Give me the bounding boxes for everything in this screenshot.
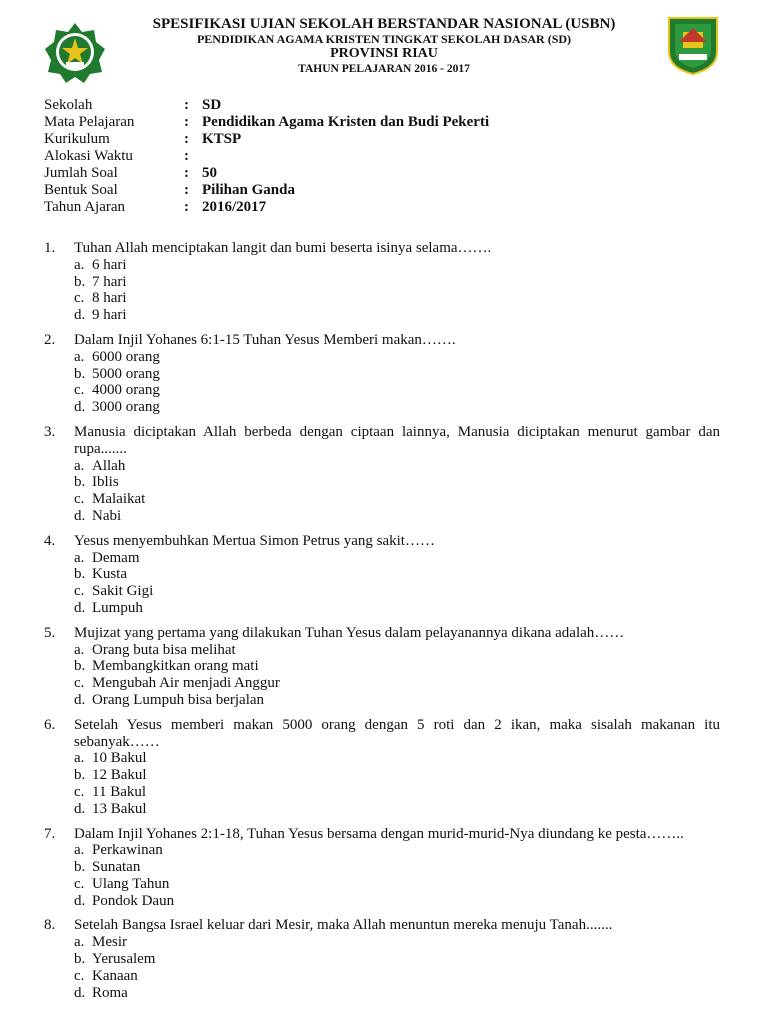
option-text: 4000 orang xyxy=(92,382,160,399)
question-text: Yesus menyembuhkan Mertua Simon Petrus yang sakit…… xyxy=(74,532,435,549)
question-number: 4. xyxy=(44,532,56,549)
option-text: Demam xyxy=(92,549,140,566)
option-letter: a. xyxy=(74,750,85,767)
answer-options xyxy=(44,750,720,817)
answer-option xyxy=(74,274,720,291)
option-text: 6000 orang xyxy=(92,348,160,365)
option-letter: b. xyxy=(74,474,86,491)
question-number: 5. xyxy=(44,624,56,641)
question-stem xyxy=(44,625,720,642)
info-row-question-type: Bentuk Soal : Pilihan Ganda xyxy=(44,182,295,198)
answer-option xyxy=(74,750,720,767)
answer-option xyxy=(74,951,720,968)
option-text: 12 Bakul xyxy=(92,767,147,784)
answer-option xyxy=(74,366,720,383)
academic-year: TAHUN PELAJARAN 2016 - 2017 xyxy=(298,63,470,75)
option-letter: a. xyxy=(74,348,85,365)
answer-option xyxy=(74,876,720,893)
answer-option xyxy=(74,934,720,951)
answer-options xyxy=(44,257,720,324)
document-title: SPESIFIKASI UJIAN SEKOLAH BERSTANDAR NASIONAL (USBN) xyxy=(152,16,616,32)
answer-option xyxy=(74,658,720,675)
answer-option xyxy=(74,600,720,617)
question-item xyxy=(44,717,720,818)
answer-option xyxy=(74,474,720,491)
answer-options xyxy=(44,349,720,416)
info-row-academic-year: Tahun Ajaran : 2016/2017 xyxy=(44,199,267,215)
question-item xyxy=(44,533,720,617)
exam-info xyxy=(44,97,489,216)
option-text: Roma xyxy=(92,984,128,1001)
question-number: 6. xyxy=(44,716,56,733)
option-letter: d. xyxy=(74,892,86,909)
option-text: 9 hari xyxy=(92,307,127,324)
answer-option xyxy=(74,784,720,801)
question-stem xyxy=(44,332,720,349)
question-stem xyxy=(44,917,720,934)
option-letter: a. xyxy=(74,934,85,951)
answer-option xyxy=(74,566,720,583)
option-letter: d. xyxy=(74,800,86,817)
answer-option xyxy=(74,859,720,876)
option-text: Kanaan xyxy=(92,967,138,984)
option-text: Malaikat xyxy=(92,491,146,508)
answer-option xyxy=(74,290,720,307)
option-letter: b. xyxy=(74,951,86,968)
answer-option xyxy=(74,307,720,324)
option-letter: d. xyxy=(74,984,86,1001)
option-text: Nabi xyxy=(92,507,122,524)
answer-option xyxy=(74,508,720,525)
option-text: 10 Bakul xyxy=(92,750,147,767)
info-row-question-count: Jumlah Soal : 50 xyxy=(44,165,217,181)
document-subtitle: PENDIDIKAN AGAMA KRISTEN TINGKAT SEKOLAH DASAR (SD) xyxy=(196,32,572,46)
option-letter: d. xyxy=(74,399,86,416)
option-letter: c. xyxy=(74,967,85,984)
question-item xyxy=(44,332,720,416)
question-text: Tuhan Allah menciptakan langit dan bumi beserta isinya selama……. xyxy=(74,240,492,256)
answer-option xyxy=(74,583,720,600)
option-letter: b. xyxy=(74,273,86,290)
option-letter: c. xyxy=(74,783,85,800)
answer-option xyxy=(74,692,720,709)
answer-option xyxy=(74,801,720,818)
answer-options xyxy=(44,642,720,709)
option-letter: a. xyxy=(74,457,85,474)
question-number: 8. xyxy=(44,917,56,934)
answer-options xyxy=(44,842,720,909)
document-titles xyxy=(130,16,638,76)
option-letter: d. xyxy=(74,507,86,524)
option-text: Sakit Gigi xyxy=(92,583,154,600)
answer-options xyxy=(44,458,720,525)
question-list xyxy=(44,240,720,1009)
option-letter: c. xyxy=(74,290,85,307)
option-letter: a. xyxy=(74,549,85,566)
option-text: 3000 orang xyxy=(92,399,160,416)
option-letter: d. xyxy=(74,691,86,708)
option-letter: c. xyxy=(74,491,85,508)
question-number: 3. xyxy=(44,423,56,440)
option-text: 8 hari xyxy=(92,290,127,307)
document-header xyxy=(0,0,768,84)
option-text: Pondok Daun xyxy=(92,892,175,909)
option-letter: b. xyxy=(74,658,86,675)
option-text: Orang buta bisa melihat xyxy=(92,641,236,658)
answer-option xyxy=(74,399,720,416)
question-stem xyxy=(44,240,720,257)
riau-province-shield-icon xyxy=(667,16,719,76)
question-text: Setelah Yesus memberi makan 5000 orang dengan 5 roti dan 2 ikan, maka sisalah makanan itu sebanyak…… xyxy=(74,716,720,750)
question-text: Dalam Injil Yohanes 6:1-15 Tuhan Yesus Memberi makan……. xyxy=(74,331,456,348)
option-text: Membangkitkan orang mati xyxy=(92,658,259,675)
option-letter: a. xyxy=(74,842,85,859)
option-letter: b. xyxy=(74,767,86,784)
question-stem xyxy=(44,424,720,458)
answer-option xyxy=(74,842,720,859)
info-row-subject: Mata Pelajaran : Pendidikan Agama Kristen dan Budi Pekerti xyxy=(44,114,490,130)
option-letter: a. xyxy=(74,641,85,658)
info-row-school: Sekolah : SD xyxy=(44,97,222,113)
question-stem xyxy=(44,826,720,843)
answer-option xyxy=(74,491,720,508)
option-letter: c. xyxy=(74,382,85,399)
question-stem xyxy=(44,717,720,751)
answer-option xyxy=(74,257,720,274)
option-text: Mesir xyxy=(92,934,127,951)
question-number: 1. xyxy=(44,240,56,256)
question-text: Setelah Bangsa Israel keluar dari Mesir, maka Allah menuntun mereka menuju Tanah....... xyxy=(74,917,613,934)
option-letter: c. xyxy=(74,875,85,892)
option-text: 6 hari xyxy=(92,256,127,273)
option-text: Kusta xyxy=(92,566,127,583)
option-letter: d. xyxy=(74,599,86,616)
option-letter: c. xyxy=(74,675,85,692)
answer-option xyxy=(74,968,720,985)
option-letter: d. xyxy=(74,307,86,324)
question-number: 7. xyxy=(44,825,56,842)
info-row-curriculum: Kurikulum : KTSP xyxy=(44,131,242,147)
answer-option xyxy=(74,767,720,784)
answer-option xyxy=(74,458,720,475)
option-text: Mengubah Air menjadi Anggur xyxy=(92,675,280,692)
question-item xyxy=(44,625,720,709)
question-text: Dalam Injil Yohanes 2:1-18, Tuhan Yesus bersama dengan murid-murid-Nya diundang ke pesta…….. xyxy=(74,825,684,842)
answer-option xyxy=(74,675,720,692)
question-item xyxy=(44,424,720,525)
option-letter: b. xyxy=(74,859,86,876)
option-text: 11 Bakul xyxy=(92,783,147,800)
answer-option xyxy=(74,550,720,567)
option-text: Yerusalem xyxy=(92,951,156,968)
answer-option xyxy=(74,382,720,399)
answer-options xyxy=(44,550,720,617)
question-number: 2. xyxy=(44,331,56,348)
option-text: Sunatan xyxy=(92,859,141,876)
answer-options xyxy=(44,934,720,1001)
answer-option xyxy=(74,893,720,910)
option-letter: b. xyxy=(74,365,86,382)
option-text: 13 Bakul xyxy=(92,800,147,817)
answer-option xyxy=(74,642,720,659)
option-text: Orang Lumpuh bisa berjalan xyxy=(92,691,265,708)
option-text: Iblis xyxy=(92,474,119,491)
question-item xyxy=(44,826,720,910)
option-text: 5000 orang xyxy=(92,365,160,382)
option-text: Lumpuh xyxy=(92,599,143,616)
answer-option xyxy=(74,349,720,366)
kemenag-emblem-icon xyxy=(44,22,106,84)
option-text: Perkawinan xyxy=(92,842,163,859)
question-item xyxy=(44,240,720,324)
option-text: Ulang Tahun xyxy=(92,875,170,892)
option-text: 7 hari xyxy=(92,273,127,290)
info-row-time-allocation: Alokasi Waktu : xyxy=(44,148,189,164)
option-letter: c. xyxy=(74,583,85,600)
province-name: PROVINSI RIAU xyxy=(330,46,438,61)
option-letter: a. xyxy=(74,256,85,273)
question-text: Manusia diciptakan Allah berbeda dengan ciptaan lainnya, Manusia diciptakan menurut gambar dan rupa....... xyxy=(74,423,720,457)
question-stem xyxy=(44,533,720,550)
option-letter: b. xyxy=(74,566,86,583)
question-text: Mujizat yang pertama yang dilakukan Tuhan Yesus dalam pelayanannya dikana adalah…… xyxy=(74,624,625,641)
answer-option xyxy=(74,985,720,1002)
option-text: Allah xyxy=(92,457,126,474)
question-item xyxy=(44,917,720,1001)
